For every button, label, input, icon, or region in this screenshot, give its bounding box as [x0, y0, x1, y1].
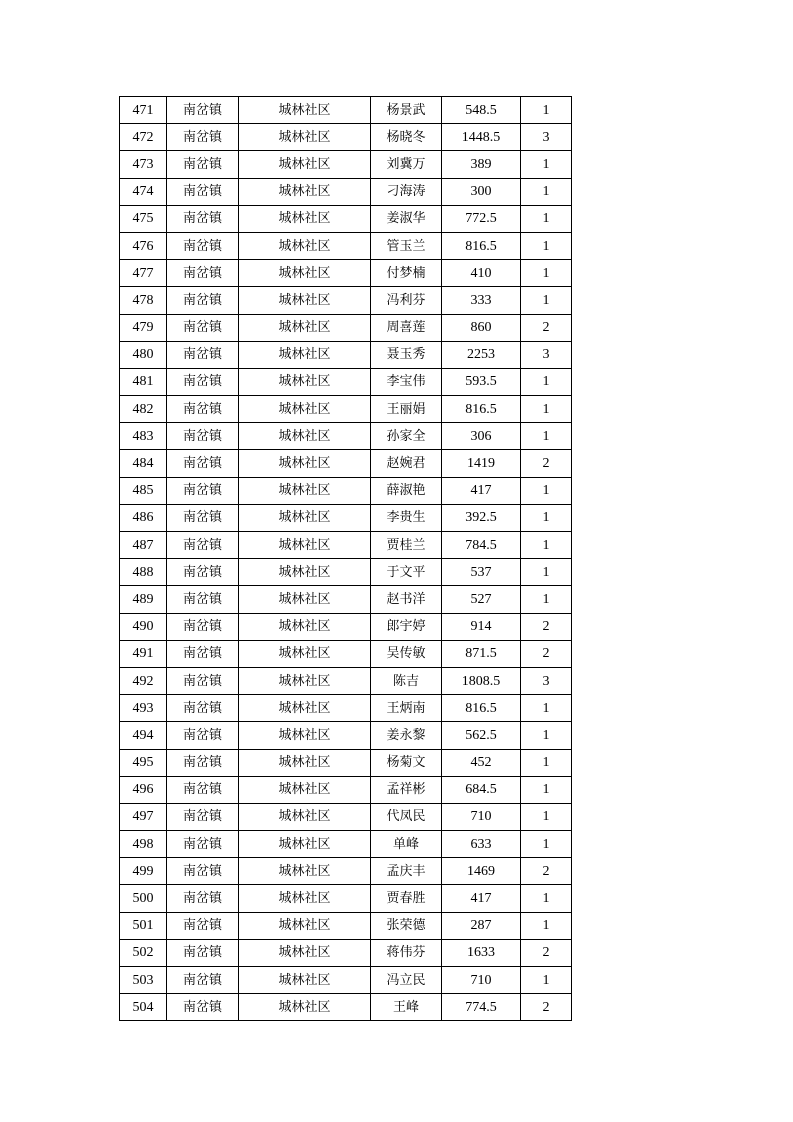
amount-cell: 527: [442, 586, 521, 613]
amount-cell: 417: [442, 885, 521, 912]
table-row: [120, 695, 572, 722]
count-cell: 1: [521, 803, 572, 830]
amount-cell: 548.5: [442, 97, 521, 124]
person-name-cell: 杨景武: [371, 97, 442, 124]
community-cell: 城林社区: [239, 396, 371, 423]
person-name-cell: 于文平: [371, 559, 442, 586]
count-cell: 3: [521, 341, 572, 368]
person-name-cell: 郎宇婷: [371, 613, 442, 640]
row-number-cell: 497: [120, 803, 167, 830]
town-cell: 南岔镇: [167, 912, 239, 939]
table-row: [120, 667, 572, 694]
count-cell: 1: [521, 586, 572, 613]
town-cell: 南岔镇: [167, 776, 239, 803]
count-cell: 1: [521, 287, 572, 314]
table-row: [120, 994, 572, 1021]
table-row: [120, 178, 572, 205]
community-cell: 城林社区: [239, 667, 371, 694]
row-number-cell: 493: [120, 695, 167, 722]
community-cell: 城林社区: [239, 477, 371, 504]
amount-cell: 1469: [442, 858, 521, 885]
row-number-cell: 494: [120, 722, 167, 749]
count-cell: 1: [521, 695, 572, 722]
community-cell: 城林社区: [239, 314, 371, 341]
row-number-cell: 476: [120, 232, 167, 259]
table-row: [120, 287, 572, 314]
amount-cell: 333: [442, 287, 521, 314]
town-cell: 南岔镇: [167, 287, 239, 314]
amount-cell: 633: [442, 831, 521, 858]
table-row: [120, 803, 572, 830]
community-cell: 城林社区: [239, 260, 371, 287]
town-cell: 南岔镇: [167, 695, 239, 722]
table-row: [120, 477, 572, 504]
row-number-cell: 488: [120, 559, 167, 586]
community-cell: 城林社区: [239, 885, 371, 912]
amount-cell: 1419: [442, 450, 521, 477]
row-number-cell: 491: [120, 640, 167, 667]
row-number-cell: 503: [120, 967, 167, 994]
amount-cell: 816.5: [442, 232, 521, 259]
table-row: [120, 532, 572, 559]
community-cell: 城林社区: [239, 749, 371, 776]
town-cell: 南岔镇: [167, 396, 239, 423]
person-name-cell: 李宝伟: [371, 368, 442, 395]
town-cell: 南岔镇: [167, 232, 239, 259]
table-body: [120, 97, 572, 1021]
row-number-cell: 471: [120, 97, 167, 124]
community-cell: 城林社区: [239, 423, 371, 450]
community-cell: 城林社区: [239, 586, 371, 613]
person-name-cell: 王丽娟: [371, 396, 442, 423]
amount-cell: 410: [442, 260, 521, 287]
person-name-cell: 刁海涛: [371, 178, 442, 205]
table-row: [120, 450, 572, 477]
table-row: [120, 831, 572, 858]
town-cell: 南岔镇: [167, 640, 239, 667]
community-cell: 城林社区: [239, 640, 371, 667]
person-name-cell: 贾春胜: [371, 885, 442, 912]
count-cell: 1: [521, 396, 572, 423]
town-cell: 南岔镇: [167, 260, 239, 287]
count-cell: 1: [521, 504, 572, 531]
person-name-cell: 姜永黎: [371, 722, 442, 749]
row-number-cell: 489: [120, 586, 167, 613]
row-number-cell: 477: [120, 260, 167, 287]
amount-cell: 287: [442, 912, 521, 939]
person-name-cell: 冯立民: [371, 967, 442, 994]
amount-cell: 860: [442, 314, 521, 341]
town-cell: 南岔镇: [167, 831, 239, 858]
row-number-cell: 472: [120, 124, 167, 151]
count-cell: 2: [521, 994, 572, 1021]
count-cell: 1: [521, 97, 572, 124]
amount-cell: 392.5: [442, 504, 521, 531]
community-cell: 城林社区: [239, 722, 371, 749]
community-cell: 城林社区: [239, 613, 371, 640]
table-row: [120, 613, 572, 640]
person-name-cell: 张荣德: [371, 912, 442, 939]
row-number-cell: 501: [120, 912, 167, 939]
amount-cell: 562.5: [442, 722, 521, 749]
person-name-cell: 孟庆丰: [371, 858, 442, 885]
amount-cell: 593.5: [442, 368, 521, 395]
count-cell: 3: [521, 124, 572, 151]
count-cell: 2: [521, 640, 572, 667]
town-cell: 南岔镇: [167, 885, 239, 912]
row-number-cell: 492: [120, 667, 167, 694]
person-name-cell: 吴传敏: [371, 640, 442, 667]
town-cell: 南岔镇: [167, 504, 239, 531]
person-name-cell: 孙家全: [371, 423, 442, 450]
town-cell: 南岔镇: [167, 803, 239, 830]
row-number-cell: 496: [120, 776, 167, 803]
count-cell: 1: [521, 232, 572, 259]
table-row: [120, 232, 572, 259]
community-cell: 城林社区: [239, 368, 371, 395]
person-name-cell: 单峰: [371, 831, 442, 858]
count-cell: 1: [521, 559, 572, 586]
amount-cell: 816.5: [442, 695, 521, 722]
town-cell: 南岔镇: [167, 559, 239, 586]
town-cell: 南岔镇: [167, 314, 239, 341]
person-name-cell: 冯利芬: [371, 287, 442, 314]
town-cell: 南岔镇: [167, 368, 239, 395]
row-number-cell: 484: [120, 450, 167, 477]
community-cell: 城林社区: [239, 695, 371, 722]
community-cell: 城林社区: [239, 97, 371, 124]
row-number-cell: 475: [120, 205, 167, 232]
community-cell: 城林社区: [239, 939, 371, 966]
table-row: [120, 341, 572, 368]
person-name-cell: 刘冀万: [371, 151, 442, 178]
town-cell: 南岔镇: [167, 151, 239, 178]
person-name-cell: 王炳南: [371, 695, 442, 722]
table-row: [120, 722, 572, 749]
person-name-cell: 薛淑艳: [371, 477, 442, 504]
table-row: [120, 559, 572, 586]
row-number-cell: 504: [120, 994, 167, 1021]
person-name-cell: 王峰: [371, 994, 442, 1021]
count-cell: 1: [521, 477, 572, 504]
community-cell: 城林社区: [239, 287, 371, 314]
town-cell: 南岔镇: [167, 205, 239, 232]
community-cell: 城林社区: [239, 178, 371, 205]
person-name-cell: 管玉兰: [371, 232, 442, 259]
table-row: [120, 885, 572, 912]
person-name-cell: 李贵生: [371, 504, 442, 531]
row-number-cell: 482: [120, 396, 167, 423]
community-cell: 城林社区: [239, 994, 371, 1021]
person-name-cell: 陈吉: [371, 667, 442, 694]
community-cell: 城林社区: [239, 967, 371, 994]
town-cell: 南岔镇: [167, 967, 239, 994]
count-cell: 1: [521, 749, 572, 776]
table-row: [120, 368, 572, 395]
amount-cell: 452: [442, 749, 521, 776]
community-cell: 城林社区: [239, 151, 371, 178]
amount-cell: 306: [442, 423, 521, 450]
count-cell: 1: [521, 722, 572, 749]
person-name-cell: 孟祥彬: [371, 776, 442, 803]
row-number-cell: 499: [120, 858, 167, 885]
count-cell: 2: [521, 939, 572, 966]
table-row: [120, 967, 572, 994]
amount-cell: 784.5: [442, 532, 521, 559]
row-number-cell: 480: [120, 341, 167, 368]
table-row: [120, 504, 572, 531]
amount-cell: 389: [442, 151, 521, 178]
town-cell: 南岔镇: [167, 749, 239, 776]
town-cell: 南岔镇: [167, 450, 239, 477]
amount-cell: 1633: [442, 939, 521, 966]
row-number-cell: 483: [120, 423, 167, 450]
town-cell: 南岔镇: [167, 994, 239, 1021]
row-number-cell: 500: [120, 885, 167, 912]
person-name-cell: 贾桂兰: [371, 532, 442, 559]
row-number-cell: 486: [120, 504, 167, 531]
community-cell: 城林社区: [239, 858, 371, 885]
person-name-cell: 赵书洋: [371, 586, 442, 613]
table-row: [120, 124, 572, 151]
town-cell: 南岔镇: [167, 423, 239, 450]
town-cell: 南岔镇: [167, 667, 239, 694]
amount-cell: 2253: [442, 341, 521, 368]
person-name-cell: 姜淑华: [371, 205, 442, 232]
community-cell: 城林社区: [239, 803, 371, 830]
amount-cell: 1448.5: [442, 124, 521, 151]
town-cell: 南岔镇: [167, 477, 239, 504]
table-row: [120, 640, 572, 667]
row-number-cell: 487: [120, 532, 167, 559]
row-number-cell: 473: [120, 151, 167, 178]
amount-cell: 710: [442, 803, 521, 830]
table-row: [120, 776, 572, 803]
count-cell: 1: [521, 831, 572, 858]
amount-cell: 417: [442, 477, 521, 504]
table-row: [120, 749, 572, 776]
count-cell: 1: [521, 885, 572, 912]
community-cell: 城林社区: [239, 232, 371, 259]
row-number-cell: 502: [120, 939, 167, 966]
table-row: [120, 151, 572, 178]
table-row: [120, 423, 572, 450]
amount-cell: 871.5: [442, 640, 521, 667]
count-cell: 1: [521, 151, 572, 178]
count-cell: 1: [521, 532, 572, 559]
table-row: [120, 260, 572, 287]
table-row: [120, 858, 572, 885]
community-cell: 城林社区: [239, 341, 371, 368]
community-cell: 城林社区: [239, 124, 371, 151]
community-cell: 城林社区: [239, 205, 371, 232]
row-number-cell: 495: [120, 749, 167, 776]
person-name-cell: 付梦楠: [371, 260, 442, 287]
person-name-cell: 周喜莲: [371, 314, 442, 341]
table-row: [120, 939, 572, 966]
count-cell: 1: [521, 178, 572, 205]
table-row: [120, 396, 572, 423]
count-cell: 2: [521, 314, 572, 341]
amount-cell: 300: [442, 178, 521, 205]
row-number-cell: 479: [120, 314, 167, 341]
row-number-cell: 498: [120, 831, 167, 858]
person-name-cell: 聂玉秀: [371, 341, 442, 368]
row-number-cell: 481: [120, 368, 167, 395]
count-cell: 1: [521, 776, 572, 803]
amount-cell: 710: [442, 967, 521, 994]
count-cell: 2: [521, 858, 572, 885]
community-cell: 城林社区: [239, 776, 371, 803]
person-name-cell: 蒋伟芬: [371, 939, 442, 966]
town-cell: 南岔镇: [167, 532, 239, 559]
amount-cell: 774.5: [442, 994, 521, 1021]
person-name-cell: 赵婉君: [371, 450, 442, 477]
table-row: [120, 912, 572, 939]
town-cell: 南岔镇: [167, 124, 239, 151]
town-cell: 南岔镇: [167, 586, 239, 613]
person-name-cell: 杨菊文: [371, 749, 442, 776]
community-cell: 城林社区: [239, 559, 371, 586]
town-cell: 南岔镇: [167, 97, 239, 124]
row-number-cell: 474: [120, 178, 167, 205]
community-cell: 城林社区: [239, 450, 371, 477]
town-cell: 南岔镇: [167, 722, 239, 749]
person-name-cell: 杨晓冬: [371, 124, 442, 151]
count-cell: 1: [521, 912, 572, 939]
amount-cell: 816.5: [442, 396, 521, 423]
data-table: [119, 96, 572, 1021]
community-cell: 城林社区: [239, 504, 371, 531]
table-row: [120, 586, 572, 613]
town-cell: 南岔镇: [167, 939, 239, 966]
amount-cell: 772.5: [442, 205, 521, 232]
count-cell: 3: [521, 667, 572, 694]
amount-cell: 1808.5: [442, 667, 521, 694]
count-cell: 1: [521, 205, 572, 232]
community-cell: 城林社区: [239, 532, 371, 559]
town-cell: 南岔镇: [167, 178, 239, 205]
row-number-cell: 485: [120, 477, 167, 504]
count-cell: 2: [521, 450, 572, 477]
community-cell: 城林社区: [239, 912, 371, 939]
count-cell: 1: [521, 967, 572, 994]
count-cell: 2: [521, 613, 572, 640]
amount-cell: 914: [442, 613, 521, 640]
town-cell: 南岔镇: [167, 858, 239, 885]
table-row: [120, 97, 572, 124]
amount-cell: 537: [442, 559, 521, 586]
table-row: [120, 205, 572, 232]
count-cell: 1: [521, 368, 572, 395]
row-number-cell: 490: [120, 613, 167, 640]
amount-cell: 684.5: [442, 776, 521, 803]
community-cell: 城林社区: [239, 831, 371, 858]
town-cell: 南岔镇: [167, 341, 239, 368]
town-cell: 南岔镇: [167, 613, 239, 640]
person-name-cell: 代凤民: [371, 803, 442, 830]
count-cell: 1: [521, 260, 572, 287]
count-cell: 1: [521, 423, 572, 450]
row-number-cell: 478: [120, 287, 167, 314]
table-row: [120, 314, 572, 341]
